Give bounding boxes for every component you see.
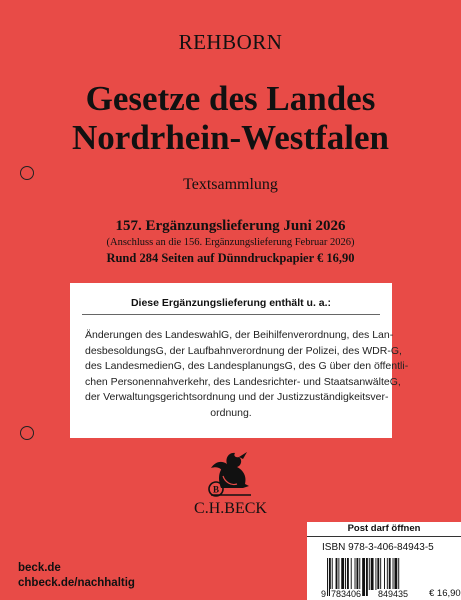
title-line-2: Nordrhein-Westfalen	[72, 118, 389, 157]
contents-line: der Verwaltungsgerichtsordnung und der Justizzuständigkeitsver-	[85, 391, 389, 403]
svg-text:B: B	[212, 484, 220, 495]
isbn-label: ISBN 978-3-406-84943-5	[322, 542, 434, 553]
publisher-name: C.H.BECK	[194, 500, 267, 517]
supplement-title: 157. Ergänzungslieferung Juni 2026	[115, 218, 346, 234]
contents-line: Änderungen des LandeswahlG, der Beihilfenverordnung, des Lan-	[85, 329, 394, 341]
open-label: Post darf öffnen	[347, 523, 421, 534]
price-label: € 16,90	[429, 588, 461, 599]
barcode-digits-right: 849435	[378, 589, 409, 599]
footer-url-1[interactable]: beck.de	[18, 562, 61, 574]
supplement-pages-price: Rund 284 Seiten auf Dünndruckpapier € 16,90	[106, 251, 355, 265]
barcode-digits-left: 783406	[331, 589, 362, 599]
punch-hole-bottom	[20, 426, 34, 440]
contents-divider	[82, 314, 380, 315]
contents-line: desbesoldungsG, der Laufbahnverordnung der Polizei, des WDR-G,	[85, 344, 402, 357]
supplement-note: (Anschluss an die 156. Ergänzungslieferung Februar 2026)	[106, 237, 355, 248]
griffin-logo-icon	[203, 448, 259, 498]
open-label-divider	[307, 536, 461, 537]
contents-line: ordnung.	[210, 406, 252, 419]
contents-line: des LandesmedienG, des LandesplanungsG, des G über den öffentli-	[85, 360, 409, 372]
subtitle: Textsammlung	[183, 176, 278, 193]
contents-box	[70, 283, 409, 438]
barcode-panel	[307, 522, 461, 600]
contents-text	[85, 328, 409, 421]
contents-line: chen Personennahverkehr, des Landesrichter- und StaatsanwälteG,	[85, 375, 401, 388]
contents-heading: Diese Ergänzungslieferung enthält u. a.:	[130, 297, 332, 309]
title-line-1: Gesetze des Landes	[85, 79, 376, 118]
barcode-lead-digit: 9	[321, 589, 327, 599]
author: REHBORN	[178, 30, 283, 54]
footer-url-2[interactable]: chbeck.de/nachhaltig	[18, 577, 135, 589]
